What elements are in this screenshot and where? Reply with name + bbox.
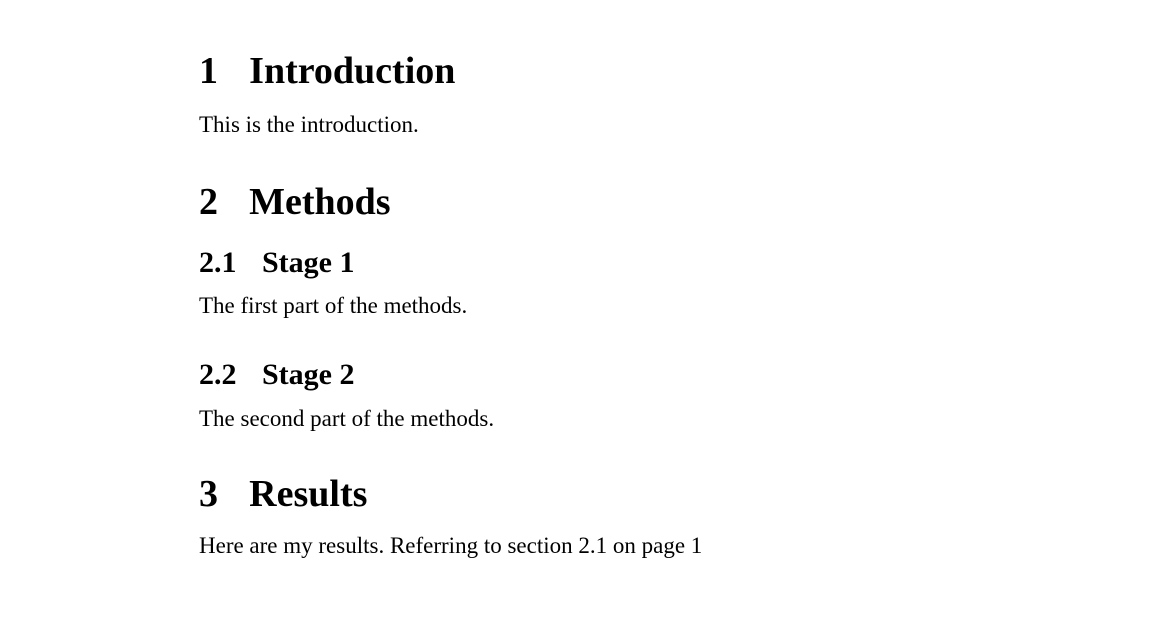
section-1-number: 1: [199, 50, 218, 92]
subsection-2-1-heading: [199, 246, 959, 281]
section-1-paragraph: This is the introduction.: [199, 111, 419, 137]
subsection-2-2-paragraph: The second part of the methods.: [199, 405, 495, 431]
subsection-2-2-heading: [199, 358, 959, 393]
subsection-2-1-number: 2.1: [199, 245, 237, 279]
section-1-heading: [199, 50, 959, 94]
subsection-2-1-paragraph: The first part of the methods.: [199, 293, 468, 319]
subsection-2-1-title: Stage 1: [262, 245, 355, 279]
section-2-heading: [199, 181, 959, 225]
section-3-heading: [199, 473, 959, 517]
subsection-2-2-number: 2.2: [199, 358, 237, 392]
section-2-title: Methods: [249, 181, 391, 224]
results-text-middle: on page: [607, 532, 691, 558]
section-3-number: 3: [199, 473, 218, 516]
section-3-title: Results: [249, 473, 368, 516]
page-cross-reference[interactable]: 1: [690, 532, 703, 558]
section-cross-reference[interactable]: 2.1: [578, 532, 608, 558]
section-3-paragraph: [199, 532, 959, 560]
results-text: Here are my results. Referring to section: [199, 532, 579, 558]
section-1-title: Introduction: [249, 50, 456, 92]
subsection-2-2-title: Stage 2: [262, 358, 355, 392]
section-2-number: 2: [199, 181, 218, 224]
